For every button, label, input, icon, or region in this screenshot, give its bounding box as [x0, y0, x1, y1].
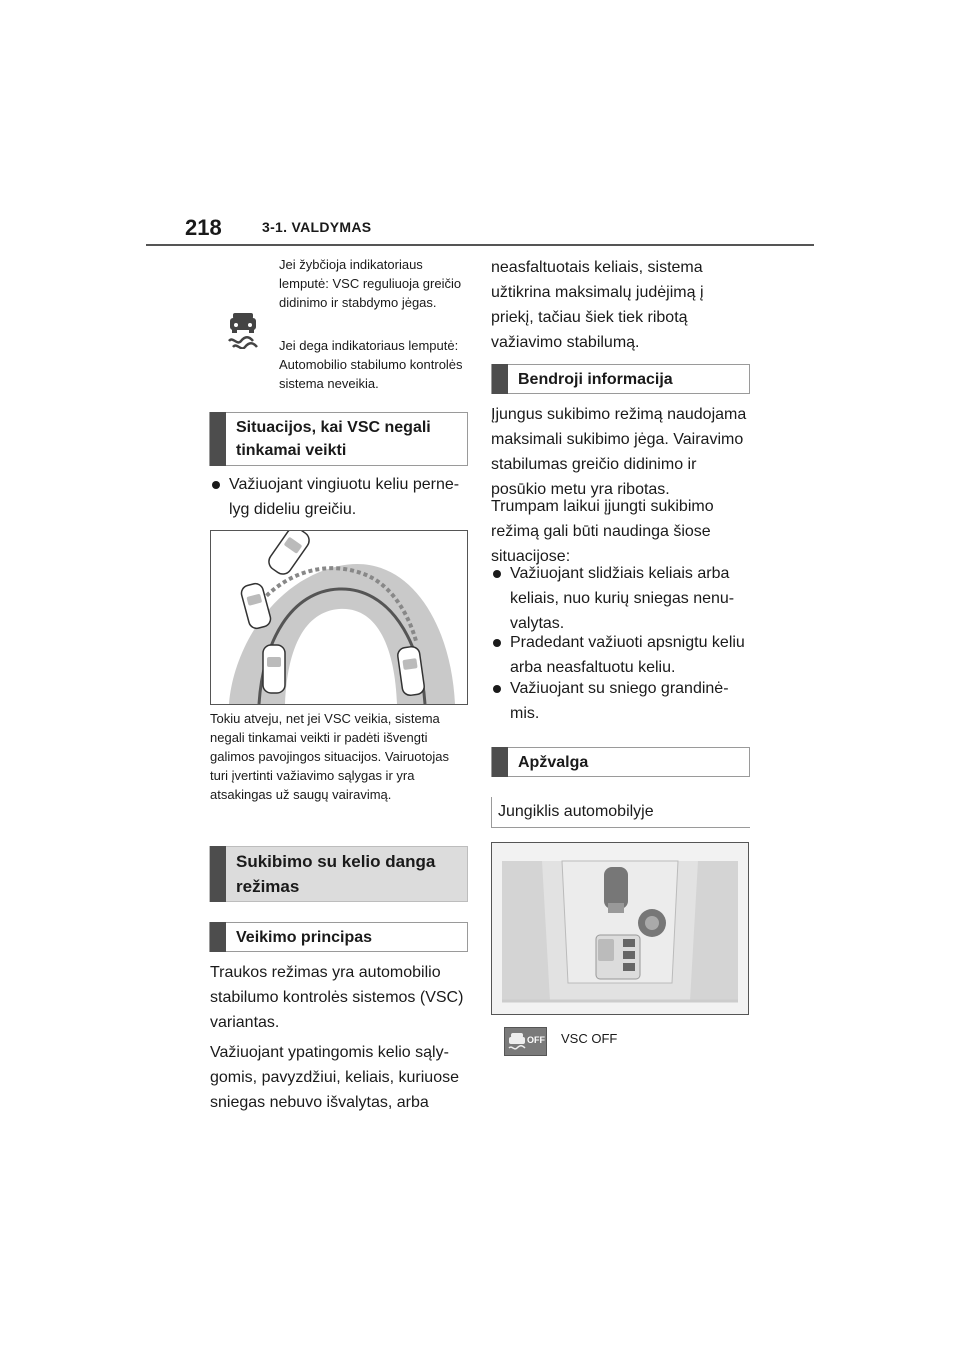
header-divider: [146, 244, 814, 246]
figure-caption: Tokiu atveju, net jei VSC veikia, sistema negali tinkamai veikti ir padėti išvengti galimos pavojingos situacijos. Vairuotojas turi įvertinti važiavimo sąlygas ir yra atsakingas už saugų vairavimą.: [210, 711, 449, 802]
heading-principle-text: Veikimo principas: [236, 928, 373, 946]
heading-situations-text: Situacijos, kai VSC negali tinkamai veikti: [236, 419, 431, 459]
indicator-on-text: Jei dega indikatoriaus lemputė: Automobilio stabilumo kontrolės sistema neveikia.: [279, 338, 463, 391]
paragraph-continued: neasfaltuotais keliais, sistema užtikrina maksimalų judėjimą į priekį, tačiau šiek tiek ribotą važiavimo stabilumą.: [491, 259, 704, 351]
winding-road-illustration: [210, 530, 468, 705]
subheading-rule: [491, 827, 750, 828]
paragraph-general-2: Trumpam laikui įjungti sukibimo režimą gali būti naudinga šiose situacijose:: [491, 498, 714, 565]
heading-traction-mode: [209, 846, 468, 902]
bullet-slippery-roads-text: Važiuojant slidžiais keliais arba keliais, nuo kurių sniegas nenu- valytas.: [510, 565, 735, 632]
bullet-slippery-roads: [493, 561, 751, 636]
paragraph-traction-variant: Traukos režimas yra automobilio stabilumo kontrolės sistemos (VSC) variantas.: [210, 964, 464, 1031]
heading-general-info: [491, 364, 750, 394]
subheading-switch-text: Jungiklis automobilyje: [498, 803, 654, 820]
section-title: 3-1. VALDYMAS: [262, 219, 372, 235]
bullet-snow-chains-text: Važiuojant su sniego grandinė- mis.: [510, 680, 729, 722]
subheading-switch: [491, 797, 750, 827]
vsc-indicator-icon: [226, 311, 260, 349]
heading-situations: [209, 412, 468, 466]
bullet-winding-road: [212, 472, 470, 522]
vsc-off-label: VSC OFF: [561, 1031, 618, 1046]
heading-general-info-text: Bendroji informacija: [518, 370, 673, 388]
heading-overview: [491, 747, 750, 777]
paragraph-general-1: Įjungus sukibimo režimą naudojama maksimali sukibimo jėga. Vairavimo stabilumas greičio didinimo ir posūkio metu yra ribotas.: [491, 406, 747, 498]
vsc-off-button-icon: [504, 1027, 547, 1056]
bullet-snow-chains: [493, 676, 751, 726]
vsc-off-button-text: OFF: [527, 1035, 545, 1045]
center-console-illustration: [491, 842, 749, 1015]
bullet-snowy-start: [493, 630, 751, 680]
heading-traction-mode-text: Sukibimo su kelio danga režimas: [236, 852, 436, 896]
bullet-winding-road-text: Važiuojant vingiuotu keliu perne- lyg dideliu greičiu.: [229, 476, 460, 518]
bullet-snowy-start-text: Pradedant važiuoti apsnigtu keliu arba neasfaltuotu keliu.: [510, 634, 745, 676]
paragraph-special-conditions: Važiuojant ypatingomis kelio sąly- gomis, pavyzdžiui, keliais, kuriuose sniegas nebuvo išvalytas, arba: [210, 1044, 459, 1111]
heading-principle: [209, 922, 468, 952]
page-number: 218: [185, 215, 222, 240]
indicator-blinking-text: Jei žybčioja indikatoriaus lemputė: VSC reguliuoja greičio didinimo ir stabdymo jėgas.: [279, 257, 462, 310]
heading-overview-text: Apžvalga: [518, 753, 589, 771]
